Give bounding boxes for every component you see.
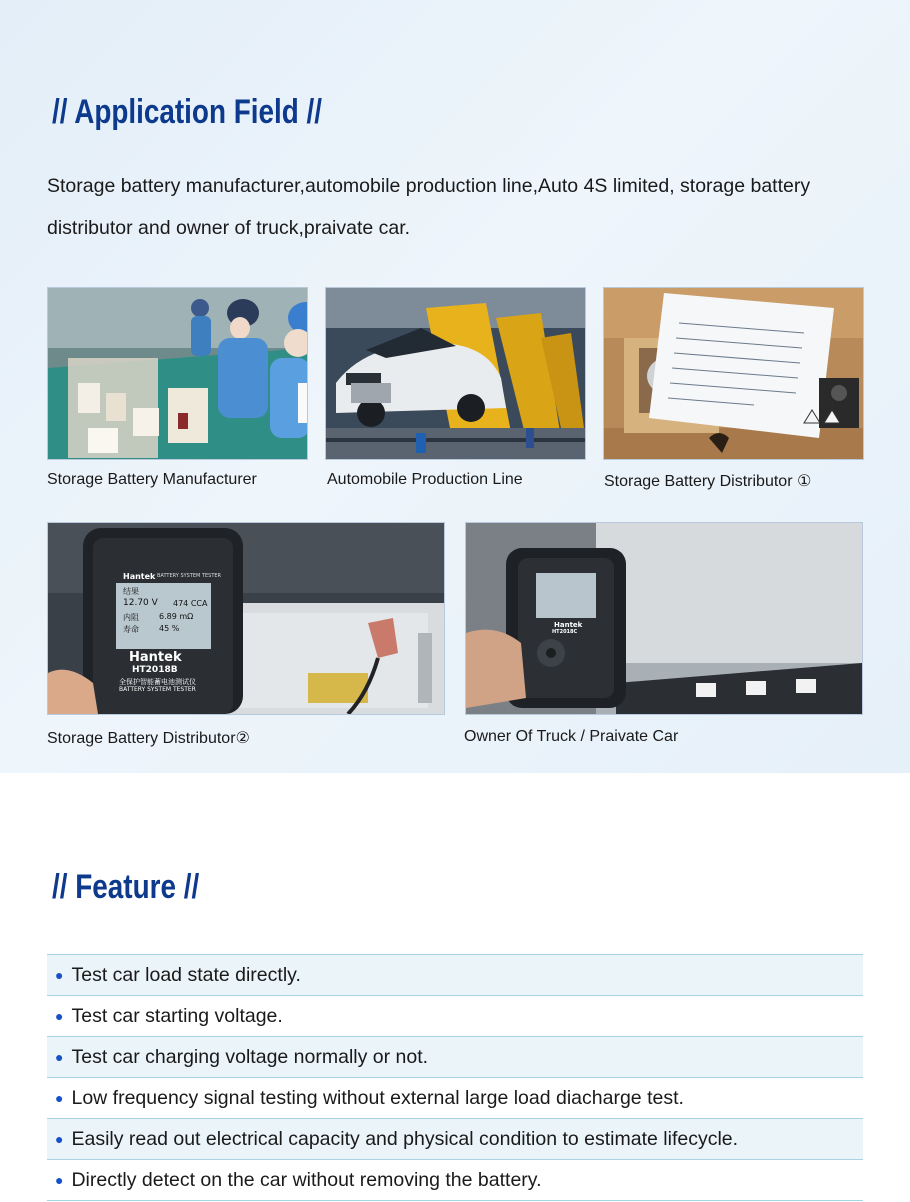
photo-battery-distributor-1 [603,287,864,460]
photo-car-owner [465,522,863,715]
feature-item: ● Test car charging voltage normally or not. [47,1037,863,1078]
feature-item: ● Directly detect on the car without removing the battery. [47,1160,863,1201]
caption-battery-manufacturer: Storage Battery Manufacturer [47,471,257,488]
feature-item: ● Low frequency signal testing without external large load diacharge test. [47,1078,863,1119]
screen-row1: 结果 [123,587,139,596]
tester-subtitle-cn: 全保护智能蓄电池测试仪 [119,678,196,686]
feature-item: ● Easily read out electrical capacity and physical condition to estimate lifecycle. [47,1119,863,1160]
caption-production-line: Automobile Production Line [327,471,523,488]
tester-device-c [466,523,862,714]
screen-life: 45 % [159,624,180,633]
caption-battery-distributor-1: Storage Battery Distributor ① [604,473,812,490]
tester-c-brand-label: Hantek [554,621,583,629]
feature-list [47,954,863,1201]
bullet-icon: ● [55,967,64,983]
tester-brand-label: Hantek [123,572,156,581]
tester-header-label: BATTERY SYSTEM TESTER [157,573,222,579]
screen-voltage: 12.70 V [123,598,158,608]
bullet-icon: ● [55,1090,64,1106]
feature-title: // Feature // [52,868,200,906]
tester-c-model-label: HT2018C [552,629,578,635]
photo-battery-distributor-2 [47,522,445,715]
screen-cca: 474 CCA [173,599,208,608]
photo-battery-manufacturer [47,287,308,460]
tester-model-label: HT2018B [132,665,178,675]
screen-resistance: 6.89 mΩ [159,612,194,621]
bullet-icon: ● [55,1049,64,1065]
photo-production-line [325,287,586,460]
application-field-title: // Application Field // [52,93,323,131]
screen-row4-label: 寿命 [123,625,139,634]
bullet-icon: ● [55,1172,64,1188]
tester-subtitle-en: BATTERY SYSTEM TESTER [119,686,196,693]
screen-row3-label: 内阻 [123,613,139,622]
bullet-icon: ● [55,1008,64,1024]
tester-brand-logo: Hantek [129,650,182,665]
application-intro-text: Storage battery manufacturer,automobile production line,Auto 4S limited, storage battery distributor and owner of truck,praivate car. [47,175,811,239]
caption-battery-distributor-2: Storage Battery Distributor② [47,730,250,747]
caption-car-owner: Owner Of Truck / Praivate Car [464,728,679,745]
feature-item: ● Test car starting voltage. [47,996,863,1037]
bullet-icon: ● [55,1131,64,1147]
feature-item: ● Test car load state directly. [47,955,863,996]
